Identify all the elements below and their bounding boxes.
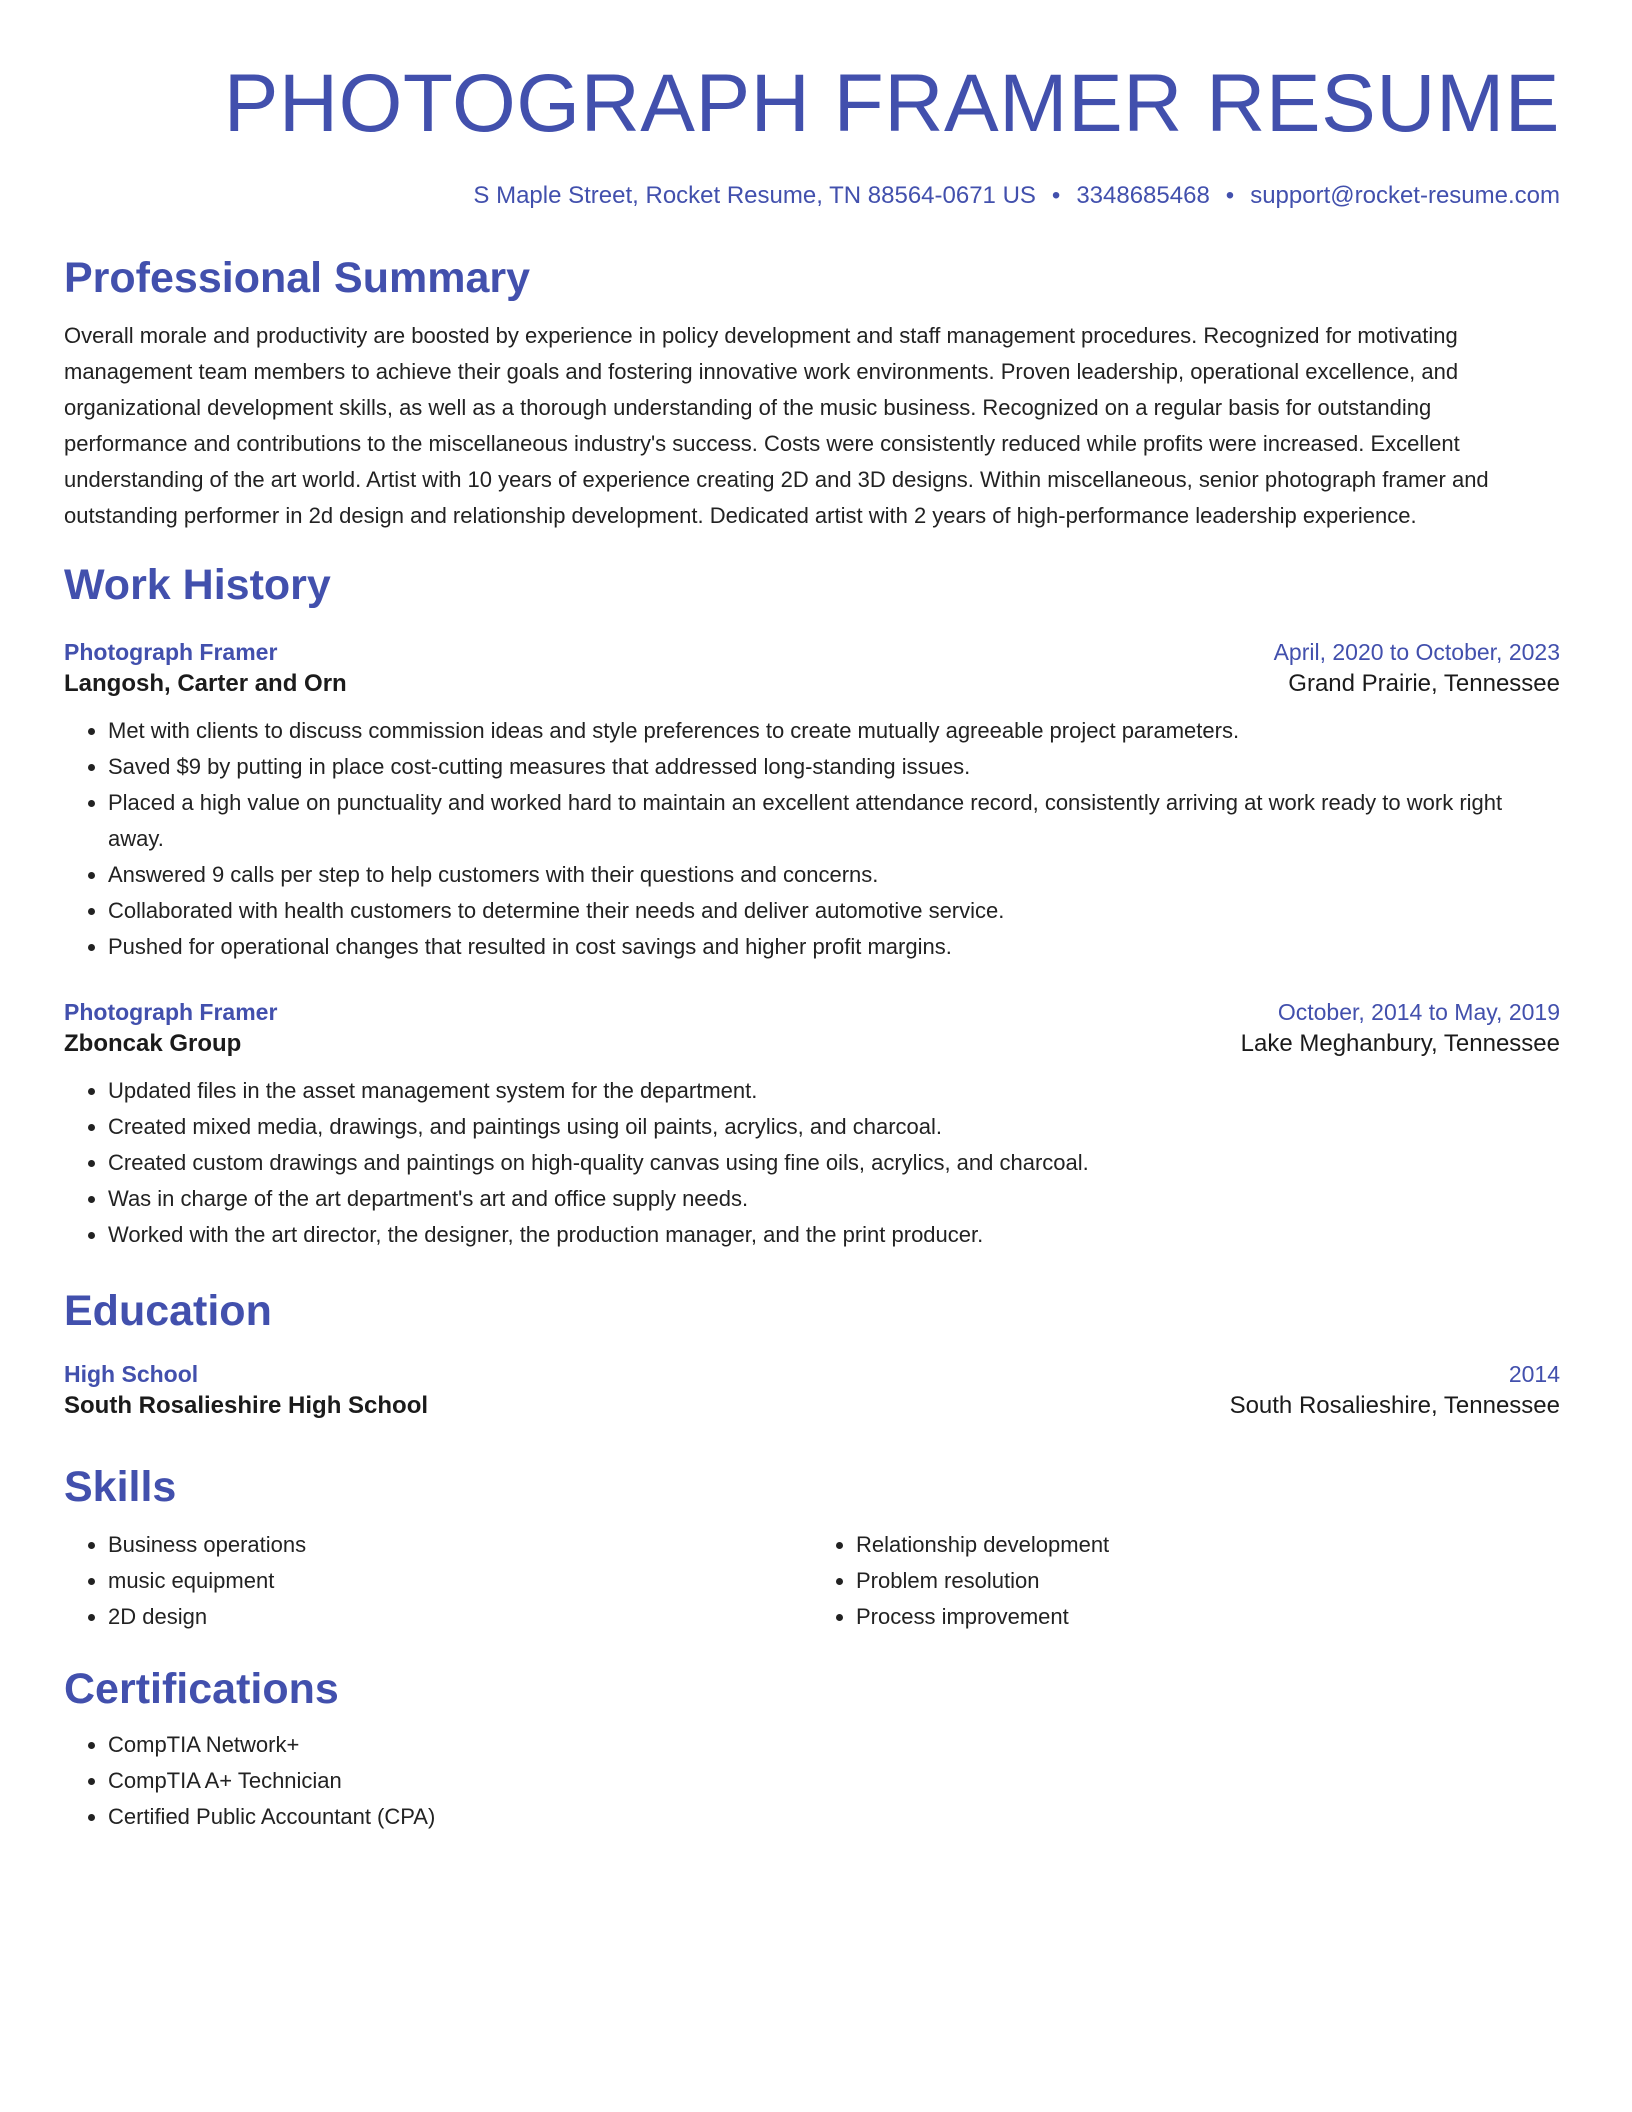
- skills-list-right: [812, 1527, 1560, 1635]
- job-dates: October, 2014 to May, 2019: [1277, 999, 1560, 1025]
- job-entry: [64, 997, 1560, 1253]
- job-dates: April, 2020 to October, 2023: [1273, 639, 1560, 665]
- resume-title: PHOTOGRAPH FRAMER RESUME: [223, 58, 1560, 149]
- job-company: Zboncak Group: [64, 1030, 242, 1057]
- job-bullet: • Created mixed media, drawings, and paintings using oil paints, acrylics, and charcoal.: [108, 1109, 1560, 1145]
- summary-text: Overall morale and productivity are boosted by experience in policy development and staff management procedures. Recognized for motivating management team members to achieve their goals and fostering innovative work environments. Proven leadership, operational excellence, and organizational development skills, as well as a thorough understanding of the music business. Recognized on a regular basis for outstanding performance and contributions to the miscellaneous industry's success. Costs were consistently reduced while profits were increased. Excellent understanding of the art world. Artist with 10 years of experience creating 2D and 3D designs. Within miscellaneous, senior photograph framer and outstanding performer in 2d design and relationship development. Dedicated artist with 2 years of high-performance leadership experience.: [64, 323, 1489, 528]
- job-header-row: [64, 997, 1560, 1027]
- job-bullet: • Collaborated with health customers to determine their needs and deliver automotive service.: [108, 893, 1560, 929]
- contact-separator: •: [1051, 182, 1061, 209]
- skills-columns: [64, 1527, 1560, 1635]
- job-bullet: • Was in charge of the art department's art and office supply needs.: [108, 1181, 1560, 1217]
- skill-item: • Business operations: [108, 1527, 812, 1563]
- job-bullet: • Pushed for operational changes that resulted in cost savings and higher profit margins.: [108, 929, 1560, 965]
- education-school-row: [64, 1389, 1560, 1423]
- contact-separator: •: [1225, 182, 1235, 209]
- contact-address: S Maple Street, Rocket Resume, TN 88564-0671 US: [473, 182, 1036, 209]
- section-title-skills: Skills: [64, 1463, 177, 1511]
- skill-item: • Problem resolution: [856, 1563, 1560, 1599]
- job-title: Photograph Framer: [64, 999, 278, 1025]
- job-location: Lake Meghanbury, Tennessee: [1240, 1030, 1560, 1057]
- skill-item: • music equipment: [108, 1563, 812, 1599]
- contact-line: [64, 180, 1560, 212]
- job-location: Grand Prairie, Tennessee: [1288, 670, 1560, 697]
- contact-phone: 3348685468: [1076, 182, 1210, 209]
- job-company-row: [64, 1027, 1560, 1061]
- resume-page: [64, 0, 1560, 1835]
- job-company-row: [64, 667, 1560, 701]
- job-bullet: • Placed a high value on punctuality and worked hard to maintain an excellent attendance record, consistently arriving at work ready to work right away.: [108, 785, 1560, 857]
- skill-item: • 2D design: [108, 1599, 812, 1635]
- contact-email[interactable]: support@rocket-resume.com: [1250, 182, 1560, 209]
- certifications-list: [64, 1727, 1560, 1835]
- job-bullets: [64, 1073, 1560, 1253]
- education-degree: High School: [64, 1361, 199, 1387]
- job-bullet: • Created custom drawings and paintings on high-quality canvas using fine oils, acrylics, and charcoal.: [108, 1145, 1560, 1181]
- job-title: Photograph Framer: [64, 639, 278, 665]
- education-school: South Rosalieshire High School: [64, 1392, 429, 1419]
- education-entry: [64, 1359, 1560, 1423]
- job-bullet: • Saved $9 by putting in place cost-cutting measures that addressed long-standing issues.: [108, 749, 1560, 785]
- certification-item: • CompTIA A+ Technician: [108, 1763, 1560, 1799]
- job-entry: [64, 637, 1560, 965]
- skill-item: • Process improvement: [856, 1599, 1560, 1635]
- job-bullets: [64, 713, 1560, 965]
- job-company: Langosh, Carter and Orn: [64, 670, 347, 697]
- section-title-summary: Professional Summary: [64, 254, 531, 302]
- job-bullet: • Worked with the art director, the designer, the production manager, and the print producer.: [108, 1217, 1560, 1253]
- job-bullet: • Met with clients to discuss commission ideas and style preferences to create mutually agreeable project parameters.: [108, 713, 1560, 749]
- job-bullet: • Answered 9 calls per step to help customers with their questions and concerns.: [108, 857, 1560, 893]
- skills-list-left: [64, 1527, 812, 1635]
- certification-item: • Certified Public Accountant (CPA): [108, 1799, 1560, 1835]
- job-bullet: • Updated files in the asset management system for the department.: [108, 1073, 1560, 1109]
- education-header-row: [64, 1359, 1560, 1389]
- education-year: 2014: [1508, 1361, 1560, 1387]
- skill-item: • Relationship development: [856, 1527, 1560, 1563]
- section-title-education: Education: [64, 1287, 272, 1335]
- certification-item: • CompTIA Network+: [108, 1727, 1560, 1763]
- education-location: South Rosalieshire, Tennessee: [1229, 1392, 1560, 1419]
- job-header-row: [64, 637, 1560, 667]
- section-title-work-history: Work History: [64, 561, 331, 609]
- section-title-certifications: Certifications: [64, 1665, 339, 1713]
